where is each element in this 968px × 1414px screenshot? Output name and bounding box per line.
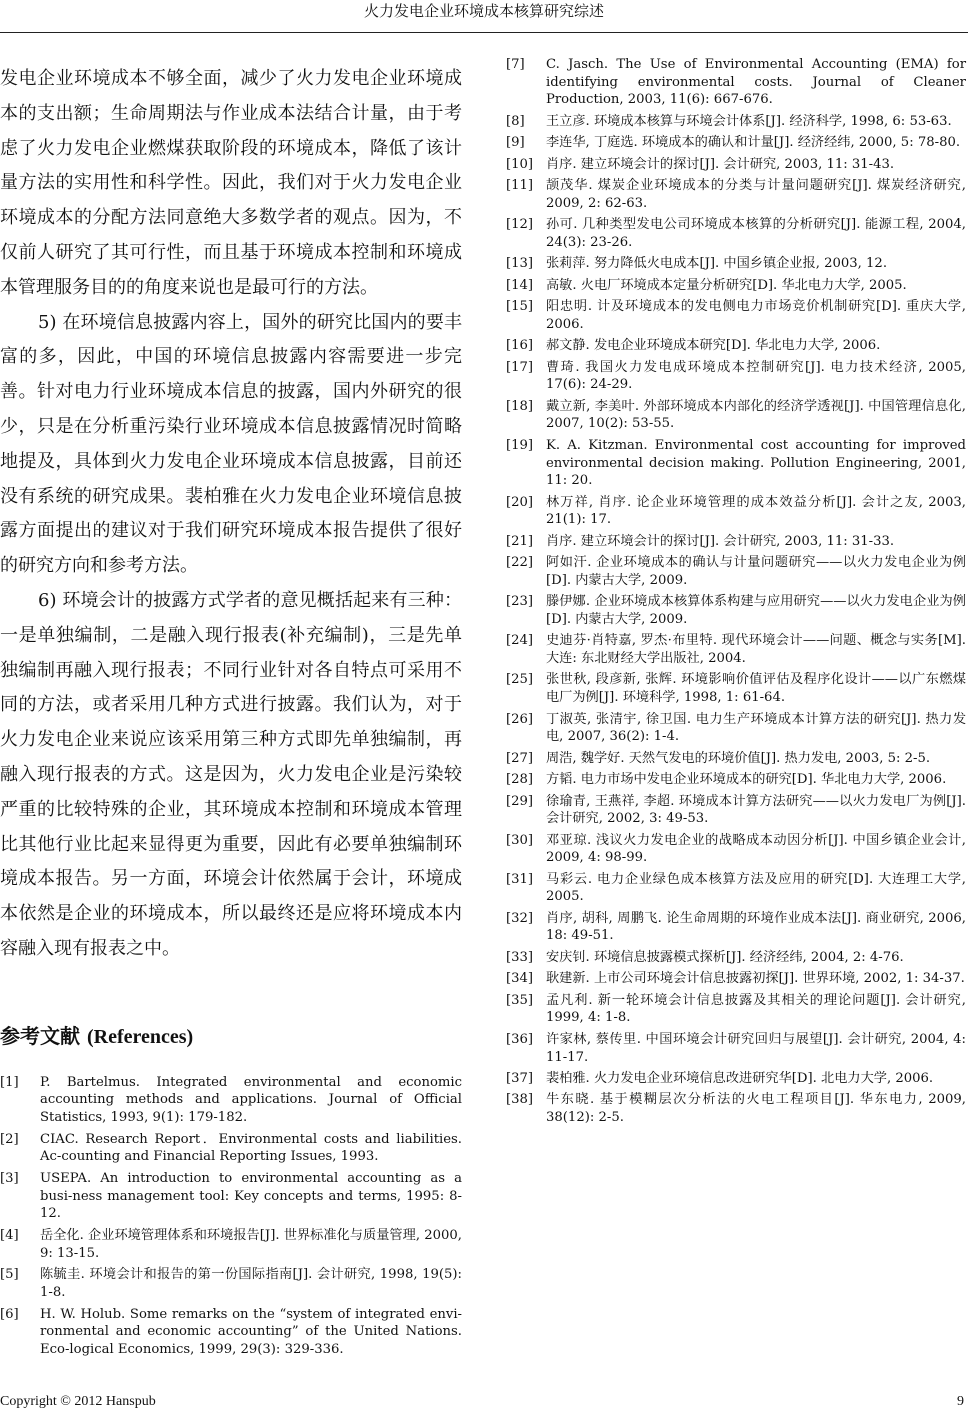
reference-item: [506, 156, 966, 174]
reference-item: [506, 970, 966, 988]
reference-list-right: [506, 56, 966, 1127]
reference-text: 郝文静. 发电企业环境成本研究[D]. 华北电力大学, 2006.: [546, 338, 881, 354]
reference-number: [18]: [506, 398, 534, 414]
page-number: 9: [957, 1394, 964, 1409]
reference-text: 陈毓圭. 环境会计和报告的第一份国际指南[J]. 会计研究, 1998, 19(5): 1-8.: [40, 1267, 462, 1300]
body-paragraph: 6) 环境会计的披露方式学者的意见概括起来有三种：一是单独编制，二是融入现行报表(补充编制)，三是先单独编制再融入现行报表；不同行业针对各自特点可采用不同的方法，或者采用几种方式进行披露。我们认为，对于火力发电企业来说应该采用第三种方式即先单独编制，再融入现行报表的方式。这是因为，火力发电企业是污染较严重的比较特殊的企业，其环境成本控制和环境成本管理比其他行业比起来显得更为重要，因此有必要单独编制环境成本报告。另一方面，环境会计依然属于会计，环境成本依然是企业的环境成本，所以最终还是应将环境成本内容融入现有报表之中。: [0, 589, 462, 959]
reference-number: [22]: [506, 555, 534, 571]
reference-number: [9]: [506, 135, 525, 151]
reference-item: [0, 1074, 462, 1127]
reference-text: CIAC. Research Report．Environmental costs and liabilities. Ac-counting and Financial Reporting Issues, 1993.: [40, 1131, 462, 1165]
reference-item: [506, 437, 966, 490]
reference-item: [506, 593, 966, 628]
reference-number: [26]: [506, 711, 534, 727]
reference-number: [24]: [506, 633, 534, 649]
reference-item: [506, 533, 966, 551]
reference-item: [506, 992, 966, 1027]
reference-text: 高敏. 火电厂环境成本定量分析研究[D]. 华北电力大学, 2005.: [546, 277, 907, 293]
reference-item: [506, 337, 966, 355]
reference-number: [35]: [506, 992, 534, 1008]
reference-text: P. Bartelmus. Integrated environmental and economic accounting methods and applications. Journal of Official Statistics, 1993, 9(1): 179-182.: [40, 1074, 462, 1125]
reference-item: [506, 494, 966, 529]
reference-text: 林万祥, 肖序. 论企业环境管理的成本效益分析[J]. 会计之友, 2003, 21(1): 17.: [546, 494, 966, 528]
reference-item: [506, 793, 966, 828]
reference-text: 李连华, 丁庭选. 环境成本的确认和计量[J]. 经济经纬, 2000, 5: 78-80.: [546, 135, 961, 151]
reference-item: [506, 255, 966, 273]
reference-text: 王立彦. 环境成本核算与环境会计体系[J]. 经济科学, 1998, 6: 53-63.: [546, 113, 952, 129]
reference-item: [0, 1266, 462, 1301]
reference-text: 丁淑英, 张清宇, 徐卫国. 电力生产环境成本计算方法的研究[J]. 热力发电, 2007, 36(2): 1-4.: [546, 711, 966, 745]
reference-number: [38]: [506, 1092, 534, 1108]
body-paragraph: 发电企业环境成本不够全面，减少了火力发电企业环境成本的支出额；生命周期法与作业成本法结合计量，由于考虑了火力发电企业燃煤获取阶段的环境成本，降低了该计量方法的实用性和科学性。因此，我们对于火力发电企业环境成本的分配方法同意绝大多数学者的观点。因为，不仅前人研究了其可行性，而且基于环境成本控制和环境成本管理服务目的的角度来说也是最可行的方法。: [0, 68, 462, 298]
reference-text: K. A. Kitzman. Environmental cost accounting for improved environmental decision making. Pollution Engineering, 2001, 11: 20.: [546, 437, 966, 489]
reference-number: [7]: [506, 57, 525, 72]
reference-item: [506, 554, 966, 589]
reference-number: [14]: [506, 277, 534, 293]
reference-text: 马彩云. 电力企业绿色成本核算方法及应用的研究[D]. 大连理工大学, 2005.: [546, 871, 966, 905]
reference-item: [506, 871, 966, 906]
left-column: [0, 62, 462, 1363]
reference-text: 肖序. 建立环境会计的探讨[J]. 会计研究, 2003, 11: 31-33.: [546, 533, 895, 549]
reference-text: 周浩, 魏学好. 天然气发电的环境价值[J]. 热力发电, 2003, 5: 2-5.: [546, 750, 931, 766]
reference-number: [12]: [506, 217, 534, 233]
reference-text: 史迪芬·肖特嘉, 罗杰·布里特. 现代环境会计——问题、概念与实务[M]. 大连: 东北财经大学出版社, 2004.: [546, 633, 966, 666]
reference-text: 阿如汗. 企业环境成本的确认与计量问题研究——以火力发电企业为例[D]. 内蒙古大学, 2009.: [546, 555, 966, 588]
reference-item: [0, 1131, 462, 1166]
reference-text: C. Jasch. The Use of Environmental Accounting (EMA) for identifying environmental costs. Journal of Cleaner Production, 2003, 11(6): 667-676.: [546, 57, 966, 108]
reference-number: [13]: [506, 256, 534, 272]
reference-text: USEPA. An introduction to environmental accounting as a busi-ness management tool: Key concepts and terms, 1995: 8-12.: [40, 1171, 462, 1222]
reference-text: 肖序. 建立环境会计的探讨[J]. 会计研究, 2003, 11: 31-43.: [546, 156, 895, 172]
body-text: [0, 62, 462, 967]
reference-item: [506, 771, 966, 789]
reference-text: 滕伊娜. 企业环境成本核算体系构建与应用研究——以火力发电企业为例[D]. 内蒙古大学, 2009.: [546, 594, 966, 627]
right-column: [506, 56, 966, 1131]
reference-number: [30]: [506, 832, 534, 848]
body-paragraph: 5) 在环境信息披露内容上，国外的研究比国内的要丰富的多，因此，中国的环境信息披露内容需要进一步完善。针对电力行业环境成本信息的披露，国内外研究的很少，只是在分析重污染行业环境成本信息披露情况时简略地提及，具体到火力发电企业环境成本信息披露，目前还没有系统的研究成果。裴柏雅在火力发电企业环境信息披露方面提出的建议对于我们研究环境成本报告提供了很好的研究方向和参考方法。: [0, 311, 462, 577]
reference-text: H. W. Holub. Some remarks on the “system of integrated envi-ronmental and economic accounting” of the United Nations. Eco-logical Economics, 1999, 29(3): 329-336.: [40, 1306, 462, 1357]
reference-item: [506, 750, 966, 768]
reference-text: 肖序, 胡科, 周鹏飞. 论生命周期的环境作业成本法[J]. 商业研究, 2006, 18: 49-51.: [546, 910, 966, 944]
reference-number: [8]: [506, 113, 525, 129]
reference-item: [506, 398, 966, 433]
reference-text: 方韬. 电力市场中发电企业环境成本的研究[D]. 华北电力大学, 2006.: [546, 772, 947, 788]
reference-text: 岳全化. 企业环境管理体系和环境报告[J]. 世界标准化与质量管理, 2000, 9: 13-15.: [40, 1228, 462, 1261]
references-heading: [0, 1021, 462, 1052]
reference-number: [4]: [0, 1228, 19, 1244]
reference-number: [28]: [506, 772, 534, 788]
reference-number: [6]: [0, 1306, 19, 1322]
reference-item: [506, 1070, 966, 1088]
reference-item: [506, 56, 966, 109]
reference-number: [31]: [506, 871, 534, 887]
reference-number: [32]: [506, 910, 534, 926]
reference-number: [25]: [506, 672, 534, 688]
reference-item: [506, 949, 966, 967]
reference-text: 张世秋, 段彦新, 张辉. 环境影响价值评估及程序化设计——以广东燃煤电厂为例[J]. 环境科学, 1998, 1: 61-64.: [546, 672, 966, 706]
reference-list-left: [0, 1074, 462, 1359]
reference-number: [36]: [506, 1031, 534, 1047]
reference-item: [0, 1170, 462, 1223]
reference-item: [506, 298, 966, 333]
reference-number: [21]: [506, 533, 534, 549]
reference-number: [2]: [0, 1131, 19, 1147]
reference-item: [506, 113, 966, 131]
reference-text: 张莉萍. 努力降低火电成本[J]. 中国乡镇企业报, 2003, 12.: [546, 256, 888, 272]
reference-item: [506, 632, 966, 667]
reference-item: [506, 177, 966, 212]
reference-item: [506, 832, 966, 867]
reference-text: 耿建新. 上市公司环境会计信息披露初探[J]. 世界环境, 2002, 1: 34-37.: [546, 971, 965, 987]
reference-text: 孙可. 几种类型发电公司环境成本核算的分析研究[J]. 能源工程, 2004, 24(3): 23-26.: [546, 217, 966, 250]
running-title: 火力发电企业环境成本核算研究综述: [363, 2, 604, 20]
reference-number: [23]: [506, 594, 534, 610]
reference-item: [506, 1091, 966, 1126]
reference-number: [20]: [506, 494, 534, 510]
reference-number: [11]: [506, 178, 534, 194]
reference-text: 许家林, 蔡传里. 中国环境会计研究回归与展望[J]. 会计研究, 2004, 4: 11-17.: [546, 1031, 966, 1065]
reference-number: [34]: [506, 971, 534, 987]
reference-number: [19]: [506, 437, 534, 453]
reference-text: 曹琦. 我国火力发电成环境成本控制研究[J]. 电力技术经济, 2005, 17(6): 24-29.: [546, 359, 966, 393]
reference-text: 裴柏雅. 火力发电企业环境信息改进研究华[D]. 北电力大学, 2006.: [546, 1071, 934, 1086]
references-heading-en: (References): [86, 1025, 194, 1048]
reference-number: [37]: [506, 1071, 534, 1086]
reference-text: 徐瑜青, 王燕祥, 李超. 环境成本计算方法研究——以火力发电厂为例[J]. 会计研究, 2002, 3: 49-53.: [546, 793, 966, 827]
reference-item: [506, 359, 966, 394]
references-heading-cn: 参考文献: [0, 1023, 80, 1048]
reference-text: 颉茂华. 煤炭企业环境成本的分类与计量问题研究[J]. 煤炭经济研究, 2009, 2: 62-63.: [546, 178, 966, 211]
reference-item: [506, 134, 966, 152]
reference-item: [506, 671, 966, 706]
reference-item: [506, 277, 966, 295]
copyright-notice: Copyright © 2012 Hanspub: [0, 1394, 156, 1409]
reference-number: [29]: [506, 793, 534, 809]
reference-number: [27]: [506, 750, 534, 766]
reference-item: [506, 910, 966, 945]
reference-text: 邓亚琼. 浅议火力发电企业的战略成本动因分析[J]. 中国乡镇企业会计, 2009, 4: 98-99.: [546, 832, 966, 866]
reference-number: [33]: [506, 949, 534, 965]
reference-number: [10]: [506, 156, 534, 172]
reference-item: [0, 1227, 462, 1262]
reference-item: [506, 711, 966, 746]
reference-text: 安庆钊. 环境信息披露模式探析[J]. 经济经纬, 2004, 2: 4-76.: [546, 949, 904, 965]
reference-item: [506, 216, 966, 251]
reference-number: [1]: [0, 1074, 19, 1090]
reference-text: 牛东晓. 基于模糊层次分析法的火电工程项目[J]. 华东电力, 2009, 38(12): 2-5.: [546, 1092, 966, 1126]
reference-item: [506, 1031, 966, 1066]
header-rule: [0, 32, 968, 33]
reference-number: [15]: [506, 299, 534, 315]
reference-item: [0, 1306, 462, 1359]
reference-text: 孟凡利. 新一轮环境会计信息披露及其相关的理论问题[J]. 会计研究, 1999, 4: 1-8.: [546, 992, 966, 1026]
reference-number: [3]: [0, 1171, 19, 1187]
reference-number: [17]: [506, 359, 534, 375]
reference-number: [5]: [0, 1267, 19, 1283]
reference-number: [16]: [506, 338, 534, 354]
reference-text: 阳忠明. 计及环境成本的发电侧电力市场竞价机制研究[D]. 重庆大学, 2006.: [546, 299, 966, 332]
reference-text: 戴立新, 李美叶. 外部环境成本内部化的经济学透视[J]. 中国管理信息化, 2007, 10(2): 53-55.: [546, 398, 966, 432]
